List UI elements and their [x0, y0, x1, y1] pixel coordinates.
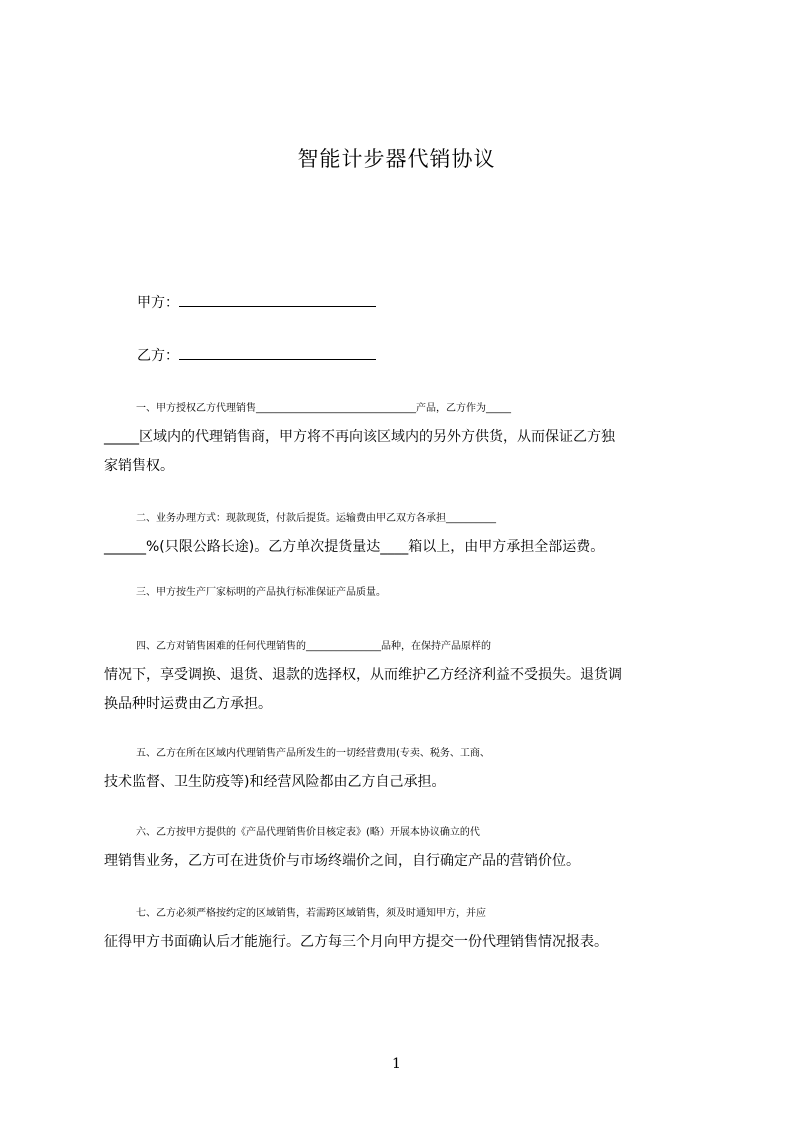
clause-2-line-1: 二、业务办理方式：现款现货，付款后提货。运输费由甲乙双方各承担__________ — [136, 513, 496, 524]
party-b-label: 乙方： — [137, 348, 179, 364]
page-number: 1 — [392, 1056, 401, 1072]
party-b-field — [137, 345, 376, 366]
clause-6 — [104, 818, 701, 876]
party-b-blank-line — [179, 345, 376, 360]
clause-1-line-2: _____区域内的代理销售商，甲方将不再向该区域内的另外方供货，从而保证乙方独 — [104, 429, 615, 445]
clause-4-line-2: 情况下，享受调换、退货、退款的选择权，从而维护乙方经济利益不受损失。退货调 — [104, 667, 622, 683]
document-title: 智能计步器代销协议 — [297, 147, 496, 171]
clause-5 — [104, 739, 701, 797]
clause-3 — [104, 578, 701, 607]
clause-1 — [104, 394, 701, 481]
party-a-field — [137, 292, 376, 313]
clause-7 — [104, 899, 701, 957]
clause-7-line-1: 七、乙方必须严格按约定的区域销售，若需跨区域销售，须及时通知甲方，并应 — [136, 908, 486, 919]
clause-2 — [104, 504, 701, 562]
clause-4-line-3: 换品种时运费由乙方承担。 — [104, 696, 272, 712]
party-a-label: 甲方： — [137, 295, 179, 311]
clause-5-line-1: 五、乙方在所在区域内代理销售产品所发生的一切经营费用(专卖、税务、工商、 — [136, 748, 490, 759]
clause-6-line-2: 理销售业务，乙方可在进货价与市场终端价之间，自行确定产品的营销价位。 — [104, 853, 580, 869]
party-a-blank-line — [179, 292, 376, 307]
clause-2-line-2: ______%(只限公路长途)。乙方单次提货量达____箱以上，由甲方承担全部运费。 — [104, 539, 605, 555]
clause-1-line-3: 家销售权。 — [104, 458, 174, 474]
clause-3-line-1: 三、甲方按生产厂家标明的产品执行标准保证产品质量。 — [136, 587, 386, 598]
clause-6-line-1: 六、乙方按甲方提供的《产品代理销售价目核定表》(略）开展本协议确立的代 — [136, 827, 480, 838]
clause-1-line-1: 一、甲方授权乙方代理销售________________________________产品，乙方作为_____ — [136, 403, 511, 414]
clause-4-line-1: 四、乙方对销售困难的任何代理销售的_______________品种，在保持产品原样的 — [136, 641, 491, 652]
clause-7-line-2: 征得甲方书面确认后才能施行。乙方每三个月向甲方提交一份代理销售情况报表。 — [104, 934, 608, 950]
clause-4 — [104, 632, 701, 719]
clause-5-line-2: 技术监督、卫生防疫等)和经营风险都由乙方自己承担。 — [104, 774, 446, 790]
